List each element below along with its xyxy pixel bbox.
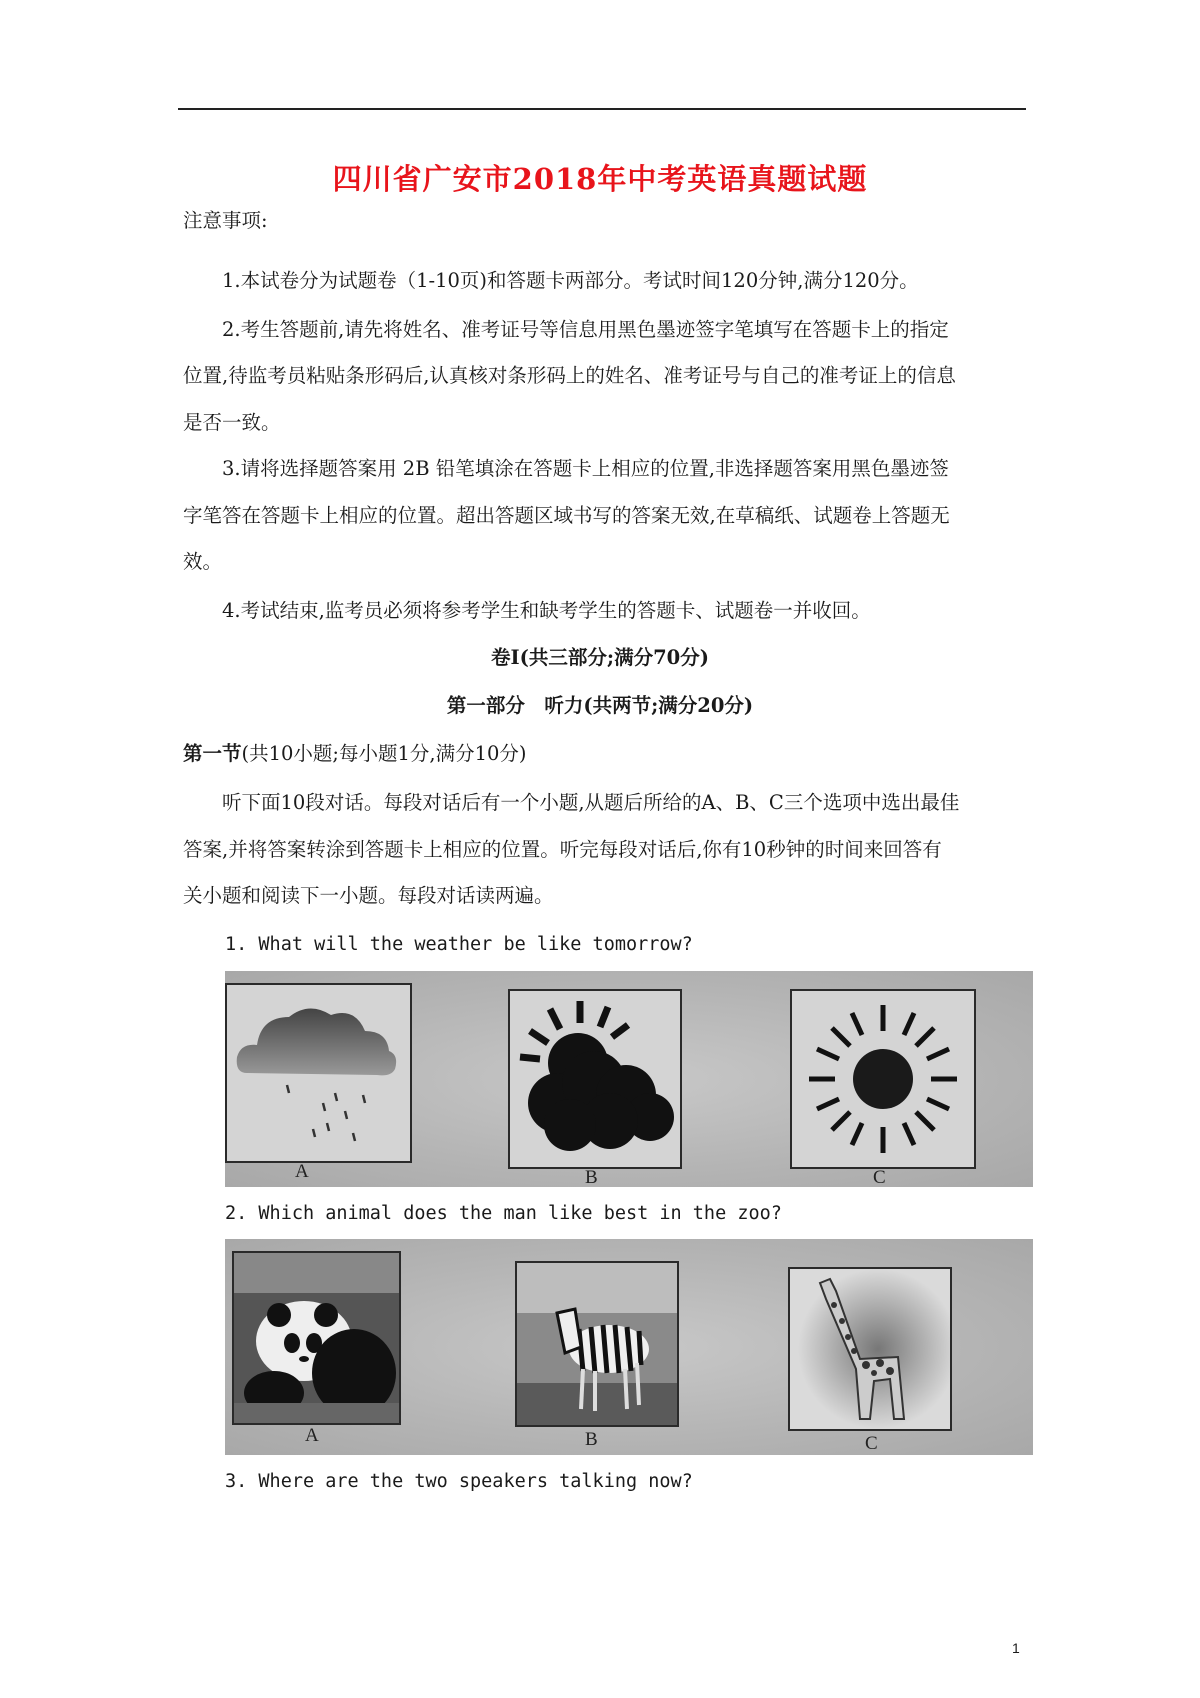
section-rest: (共10小题;每小题1分,满分10分)	[241, 742, 527, 765]
notice-line-5: 3.请将选择题答案用 2B 铅笔填涂在答题卡上相应的位置,非选择题答案用黑色墨迹签	[222, 457, 949, 480]
sun-behind-cloud-icon	[510, 991, 680, 1167]
notice-line-7: 效。	[183, 550, 223, 573]
instruction-line-2: 答案,并将答案转涂到答题卡上相应的位置。听完每段对话后,你有10秒钟的时间来回答有	[183, 838, 942, 861]
part-heading: 第一部分 听力(共两节;满分20分)	[446, 694, 754, 717]
zebra-photo	[517, 1263, 677, 1425]
option-c-frame	[790, 989, 976, 1169]
sun-icon	[792, 991, 974, 1167]
instruction-line-3: 关小题和阅读下一小题。每段对话读两遍。	[183, 884, 554, 907]
header-rule	[178, 108, 1026, 110]
document-title: 四川省广安市2018年中考英语真题试题	[332, 162, 868, 196]
option-c-label: C	[865, 1433, 878, 1454]
page-number: 1	[1012, 1640, 1020, 1656]
option-c-frame	[788, 1267, 952, 1431]
volume-heading: 卷Ⅰ(共三部分;满分70分)	[491, 646, 709, 669]
section-label: 第一节	[183, 742, 242, 765]
notice-line-3: 位置,待监考员粘贴条形码后,认真核对条形码上的姓名、准考证号与自己的准考证上的信息	[183, 364, 956, 387]
question-2-text: 2. Which animal does the man like best in the zoo?	[225, 1203, 782, 1224]
question-3-text: 3. Where are the two speakers talking now?	[225, 1471, 693, 1492]
option-a-label: A	[305, 1425, 319, 1446]
question-1-text: 1. What will the weather be like tomorrow?	[225, 934, 693, 955]
option-c-label: C	[873, 1167, 886, 1187]
option-a-frame	[225, 983, 412, 1163]
rain-cloud-icon	[227, 985, 410, 1161]
giraffe-photo	[790, 1269, 950, 1429]
question-2-options	[225, 1239, 1033, 1455]
section-heading	[183, 741, 527, 767]
notice-line-8: 4.考试结束,监考员必须将参考学生和缺考学生的答题卡、试题卷一并收回。	[222, 599, 871, 622]
panda-photo	[234, 1253, 399, 1423]
option-b-label: B	[585, 1429, 598, 1450]
option-a-frame	[232, 1251, 401, 1425]
question-1-options	[225, 971, 1033, 1187]
option-b-label: B	[585, 1167, 598, 1187]
option-b-frame	[515, 1261, 679, 1427]
notice-line-4: 是否一致。	[183, 411, 281, 434]
option-b-frame	[508, 989, 682, 1169]
notice-heading: 注意事项:	[183, 209, 268, 232]
notice-line-2: 2.考生答题前,请先将姓名、准考证号等信息用黑色墨迹签字笔填写在答题卡上的指定	[222, 318, 949, 341]
notice-line-1: 1.本试卷分为试题卷（1-10页)和答题卡两部分。考试时间120分钟,满分120分。	[222, 269, 919, 292]
option-a-label: A	[295, 1161, 309, 1182]
instruction-line-1: 听下面10段对话。每段对话后有一个小题,从题后所给的A、B、C三个选项中选出最佳	[222, 791, 960, 814]
notice-line-6: 字笔答在答题卡上相应的位置。超出答题区域书写的答案无效,在草稿纸、试题卷上答题无	[183, 504, 950, 527]
